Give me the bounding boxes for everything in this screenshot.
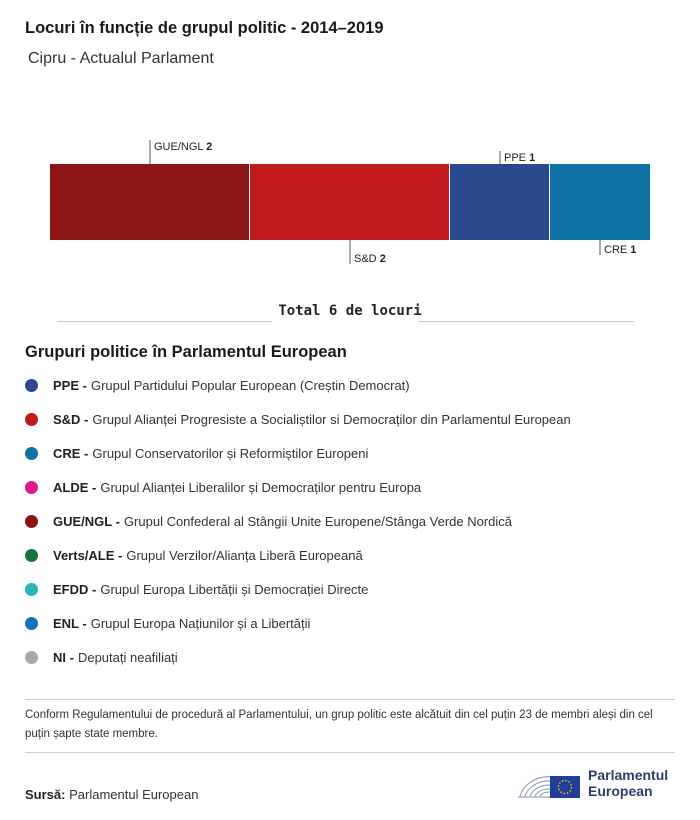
bar-segment-gue-ngl	[50, 164, 249, 240]
total-divider-right	[418, 321, 634, 322]
legend-text: Grupul Confederal al Stângii Unite Europene/Stânga Verde Nordică	[123, 513, 513, 529]
segment-label-cre: CRE 1	[604, 244, 637, 256]
legend-color-dot	[25, 481, 38, 494]
legend-text: Deputați neafiliați	[77, 649, 178, 665]
legend-abbr: NI -	[53, 649, 74, 665]
logo-text-line2: European	[588, 783, 653, 799]
legend-color-dot	[25, 413, 38, 426]
bar-segment-cre	[550, 164, 650, 240]
segment-label-ppe: PPE 1	[504, 152, 536, 164]
legend-item	[25, 368, 571, 402]
total-divider-left	[57, 321, 272, 322]
legend-title: Grupuri politice în Parlamentul European	[25, 343, 347, 361]
eu-flag-icon	[550, 776, 580, 798]
source-line	[25, 787, 198, 802]
legend-text: Grupul Partidului Popular European (Creștin Democrat)	[90, 377, 410, 393]
legend-color-dot	[25, 651, 38, 664]
bar-segment-s-d	[250, 164, 449, 240]
legend-item	[25, 504, 571, 538]
parliament-hemicycle-icon	[516, 762, 582, 802]
legend-abbr: PPE -	[53, 377, 87, 393]
legend-abbr: CRE -	[53, 445, 89, 461]
legend-color-dot	[25, 379, 38, 392]
footnote: Conform Regulamentului de procedură al Parlamentului, un grup politic este alcătuit din cel puțin 23 de membri aleși din cel puțin șapte state membre.	[25, 709, 653, 740]
legend-abbr: EFDD -	[53, 581, 97, 597]
legend-text: Grupul Europa Națiunilor și a Libertății	[90, 615, 311, 631]
segment-label-s-d: S&D 2	[354, 253, 386, 265]
logo-text-line1: Parlamentul	[588, 767, 669, 783]
legend-color-dot	[25, 583, 38, 596]
chart-subtitle: Cipru - Actualul Parlament	[28, 50, 214, 67]
legend-color-dot	[25, 549, 38, 562]
legend-text: Grupul Alianței Liberalilor și Democraților pentru Europa	[100, 479, 422, 495]
legend-item	[25, 538, 571, 572]
legend-color-dot	[25, 617, 38, 630]
legend-text: Grupul Conservatorilor și Reformiștilor Europeni	[92, 445, 369, 461]
note-top-divider	[25, 699, 675, 700]
legend-item	[25, 606, 571, 640]
stacked-seat-bar-chart	[0, 130, 700, 280]
legend-item	[25, 572, 571, 606]
note-bottom-divider	[25, 752, 675, 753]
source-value: Parlamentul European	[69, 787, 199, 802]
segment-label-gue-ngl: GUE/NGL 2	[154, 141, 213, 153]
legend-item	[25, 640, 571, 674]
bar-segment-ppe	[450, 164, 549, 240]
legend-item	[25, 470, 571, 504]
legend-abbr: S&D -	[53, 411, 89, 427]
legend-abbr: ALDE -	[53, 479, 97, 495]
legend-item	[25, 436, 571, 470]
legend-color-dot	[25, 515, 38, 528]
political-groups-legend	[25, 368, 571, 674]
legend-abbr: GUE/NGL -	[53, 513, 120, 529]
source-label: Sursă:	[25, 787, 66, 802]
total-seats-label: Total 6 de locuri	[278, 303, 422, 319]
chart-title: Locuri în funcție de grupul politic - 2014–2019	[25, 19, 384, 37]
european-parliament-logo	[516, 762, 681, 802]
legend-abbr: ENL -	[53, 615, 87, 631]
legend-abbr: Verts/ALE -	[53, 547, 123, 563]
legend-item	[25, 402, 571, 436]
legend-text: Grupul Europa Libertății și Democrației Directe	[100, 581, 369, 597]
legend-color-dot	[25, 447, 38, 460]
legend-text: Grupul Verzilor/Alianța Liberă Europeană	[126, 547, 363, 563]
legend-text: Grupul Alianței Progresiste a Socialiștilor si Democraților din Parlamentul European	[92, 411, 571, 427]
